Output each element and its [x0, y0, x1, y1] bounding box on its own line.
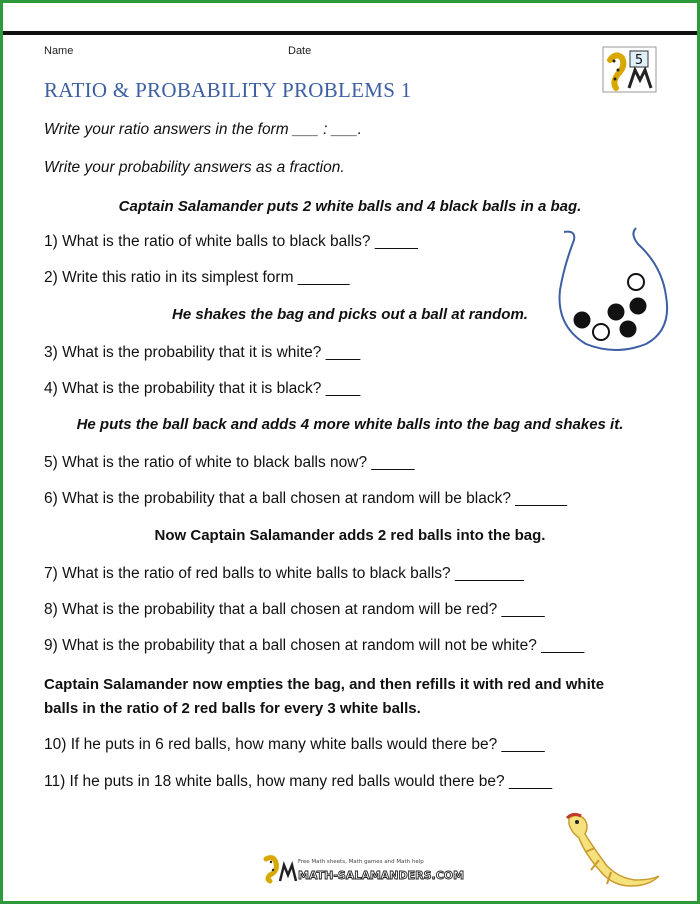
question-10: 10) If he puts in 6 red balls, how many white balls would there be? _____	[44, 736, 545, 753]
question-1: 1) What is the ratio of white balls to black balls? _____	[44, 233, 418, 250]
section-heading-3: He puts the ball back and adds 4 more white balls into the bag and shakes it.	[76, 416, 624, 433]
question-8: 8) What is the probability that a ball chosen at random will be red? _____	[44, 601, 545, 618]
question-3: 3) What is the probability that it is white? ____	[44, 344, 361, 361]
name-label: Name	[44, 45, 74, 57]
logo-grade-number: 5	[634, 53, 644, 68]
footer-tagline: Free Math sheets, Math games and Math help	[298, 859, 424, 865]
question-6: 6) What is the probability that a ball chosen at random will be black? ______	[44, 490, 567, 507]
question-2: 2) Write this ratio in its simplest form ______	[44, 269, 350, 286]
question-9: 9) What is the probability that a ball chosen at random will not be white? _____	[44, 637, 585, 654]
question-5: 5) What is the ratio of white to black balls now? _____	[44, 454, 415, 471]
footer-site: MATH-SALAMANDERS.COM	[298, 869, 465, 882]
instruction-ratio: Write your ratio answers in the form ___ : ___.	[44, 121, 362, 138]
header-rule	[3, 31, 697, 35]
salamander-mascot-illustration	[555, 810, 665, 890]
question-4: 4) What is the probability that it is black? ____	[44, 380, 361, 397]
page-title: RATIO & PROBABILITY PROBLEMS 1	[44, 78, 412, 102]
question-7: 7) What is the ratio of red balls to white balls to black balls? ________	[44, 565, 524, 582]
section-heading-4: Now Captain Salamander adds 2 red balls into the bag.	[154, 527, 546, 544]
bag-of-balls-illustration	[556, 226, 676, 356]
section-heading-5a: Captain Salamander now empties the bag, and then refills it with red and white	[44, 676, 605, 693]
date-label: Date	[288, 45, 312, 57]
section-heading-5b: balls in the ratio of 2 red balls for every 3 white balls.	[44, 700, 421, 717]
question-11: 11) If he puts in 18 white balls, how many red balls would there be? _____	[44, 773, 553, 790]
section-heading-1: Captain Salamander puts 2 white balls and 4 black balls in a bag.	[118, 198, 582, 215]
instruction-probability: Write your probability answers as a fraction.	[44, 159, 345, 176]
grade-logo-icon	[602, 46, 657, 93]
section-heading-2: He shakes the bag and picks out a ball at random.	[172, 306, 528, 323]
math-salamanders-footer-logo	[262, 853, 465, 883]
